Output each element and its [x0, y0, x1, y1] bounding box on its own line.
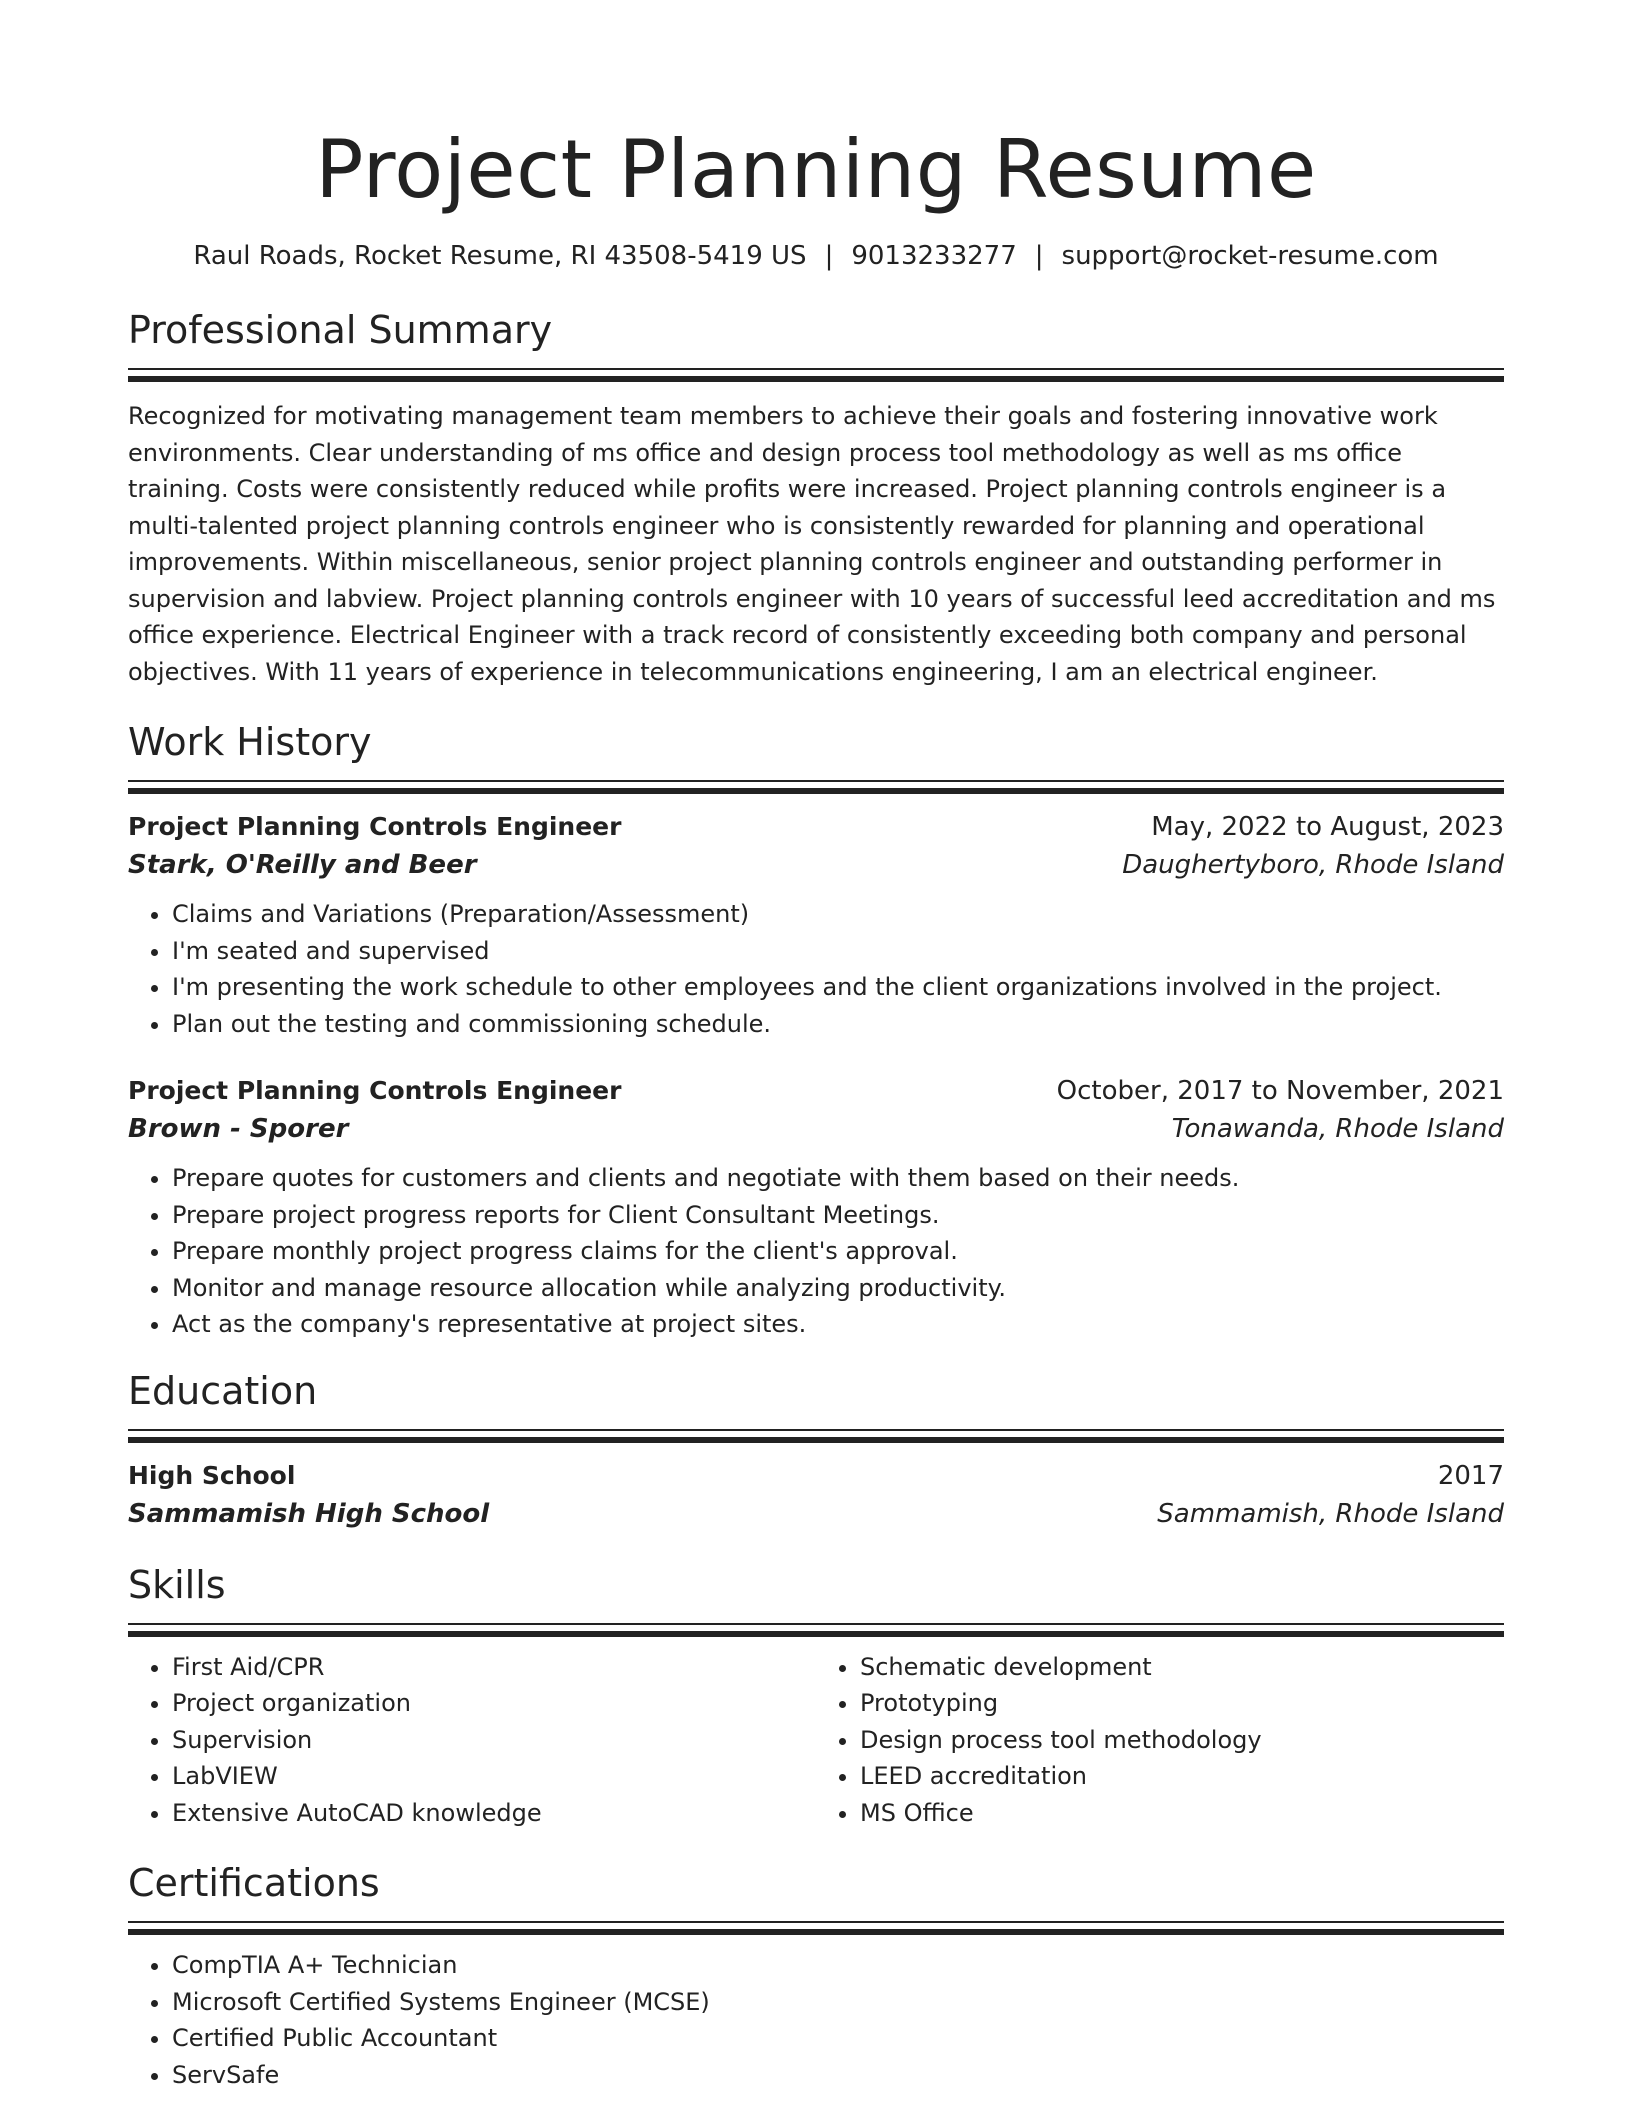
list-item: • Claims and Variations (Preparation/Assessment) [172, 896, 1504, 933]
certifications-list [128, 1947, 1504, 2093]
section-divider-thick [128, 376, 1504, 382]
contact-separator: | [824, 241, 834, 271]
job-dates: October, 2017 to November, 2021 [1056, 1076, 1504, 1106]
section-heading-skills: Skills [128, 1562, 226, 1607]
skills-grid [128, 1637, 1504, 1832]
contact-separator: | [1034, 241, 1044, 271]
section-heading-work: Work History [128, 720, 372, 764]
list-item: • I'm seated and supervised [172, 933, 1504, 970]
contact-address: Raul Roads, Rocket Resume, RI 43508-5419 US [193, 241, 807, 271]
contact-phone: 9013233277 [851, 241, 1017, 271]
contact-line [128, 238, 1504, 274]
resume-title: Project Planning Resume [315, 123, 1317, 216]
section-divider-thick [128, 788, 1504, 794]
list-item: • Prepare project progress reports for Client Consultant Meetings. [172, 1197, 1504, 1234]
section-divider [128, 780, 1504, 782]
list-item: • Schematic development [860, 1649, 1504, 1686]
list-item: • Monitor and manage resource allocation while analyzing productivity. [172, 1270, 1504, 1307]
section-divider [128, 1623, 1504, 1625]
section-heading-summary: Professional Summary [128, 308, 553, 352]
list-item: • Microsoft Certified Systems Engineer (MCSE) [172, 1984, 1504, 2021]
job-dates: May, 2022 to August, 2023 [1151, 812, 1504, 842]
skills-list-left [128, 1649, 816, 1832]
education-location: Sammamish, Rhode Island [1157, 1498, 1504, 1529]
list-item: • LabVIEW [172, 1758, 816, 1795]
list-item: • Plan out the testing and commissioning schedule. [172, 1006, 1504, 1043]
certifications-section [128, 1857, 1504, 2093]
job-duties-list [128, 1160, 1504, 1343]
job-location: Daughertyboro, Rhode Island [1122, 850, 1504, 880]
section-divider [128, 1921, 1504, 1923]
list-item: • Prototyping [860, 1685, 1504, 1722]
list-item: • I'm presenting the work schedule to other employees and the client organizations involved in the project. [172, 969, 1504, 1006]
list-item: • Supervision [172, 1722, 816, 1759]
section-heading-certifications: Certifications [128, 1861, 380, 1905]
job-location: Tonawanda, Rhode Island [1171, 1114, 1504, 1144]
education-year: 2017 [1437, 1460, 1504, 1491]
list-item: • MS Office [860, 1795, 1504, 1832]
job-company: Brown - Sporer [128, 1114, 349, 1144]
contact-email: support@rocket-resume.com [1061, 241, 1439, 271]
education-school: Sammamish High School [128, 1498, 490, 1529]
list-item: • Extensive AutoCAD knowledge [172, 1795, 816, 1832]
skills-list-right [816, 1649, 1504, 1832]
section-divider-thick [128, 1929, 1504, 1935]
education-entry [128, 1457, 1504, 1533]
job-entry [128, 1072, 1504, 1343]
education-degree: High School [128, 1460, 296, 1490]
summary-text: Recognized for motivating management team members to achieve their goals and fostering innovative work environments. Clear understanding of ms office and design process tool methodology as well as ms office training. Costs were consistently reduced while profits were increased. Project planning controls engineer is a multi-talented project planning controls engineer who is consistently rewarded for planning and operational improvements. Within miscellaneous, senior project planning controls engineer and outstanding performer in supervision and labview. Project planning controls engineer with 10 years of successful leed accreditation and ms office experience. Electrical Engineer with a track record of consistently exceeding both company and personal objectives. With 11 years of experience in telecommunications engineering, I am an electrical engineer. [128, 402, 1496, 686]
list-item: • Act as the company's representative at project sites. [172, 1306, 1504, 1343]
job-company-row [128, 1110, 1504, 1148]
section-divider [128, 1429, 1504, 1431]
section-divider [128, 368, 1504, 370]
job-header-row [128, 1072, 1504, 1110]
job-entry [128, 808, 1504, 1042]
education-school-row [128, 1495, 1504, 1533]
section-divider-thick [128, 1437, 1504, 1443]
list-item: • Prepare quotes for customers and clients and negotiate with them based on their needs. [172, 1160, 1504, 1197]
skills-section [128, 1559, 1504, 1832]
work-section [128, 716, 1504, 1343]
education-section [128, 1365, 1504, 1533]
list-item: • Prepare monthly project progress claims for the client's approval. [172, 1233, 1504, 1270]
list-item: • CompTIA A+ Technician [172, 1947, 1504, 1984]
job-header-row [128, 808, 1504, 846]
section-heading-education: Education [128, 1368, 318, 1413]
job-company-row [128, 846, 1504, 884]
education-header-row [128, 1457, 1504, 1495]
job-duties-list [128, 896, 1504, 1042]
list-item: • Design process tool methodology [860, 1722, 1504, 1759]
summary-section [128, 304, 1504, 690]
list-item: • Project organization [172, 1685, 816, 1722]
job-title: Project Planning Controls Engineer [128, 812, 622, 841]
list-item: • ServSafe [172, 2057, 1504, 2094]
job-company: Stark, O'Reilly and Beer [128, 850, 477, 880]
list-item: • LEED accreditation [860, 1758, 1504, 1795]
resume-page [128, 0, 1504, 2093]
list-item: • Certified Public Accountant [172, 2020, 1504, 2057]
job-title: Project Planning Controls Engineer [128, 1076, 622, 1105]
list-item: • First Aid/CPR [172, 1649, 816, 1686]
